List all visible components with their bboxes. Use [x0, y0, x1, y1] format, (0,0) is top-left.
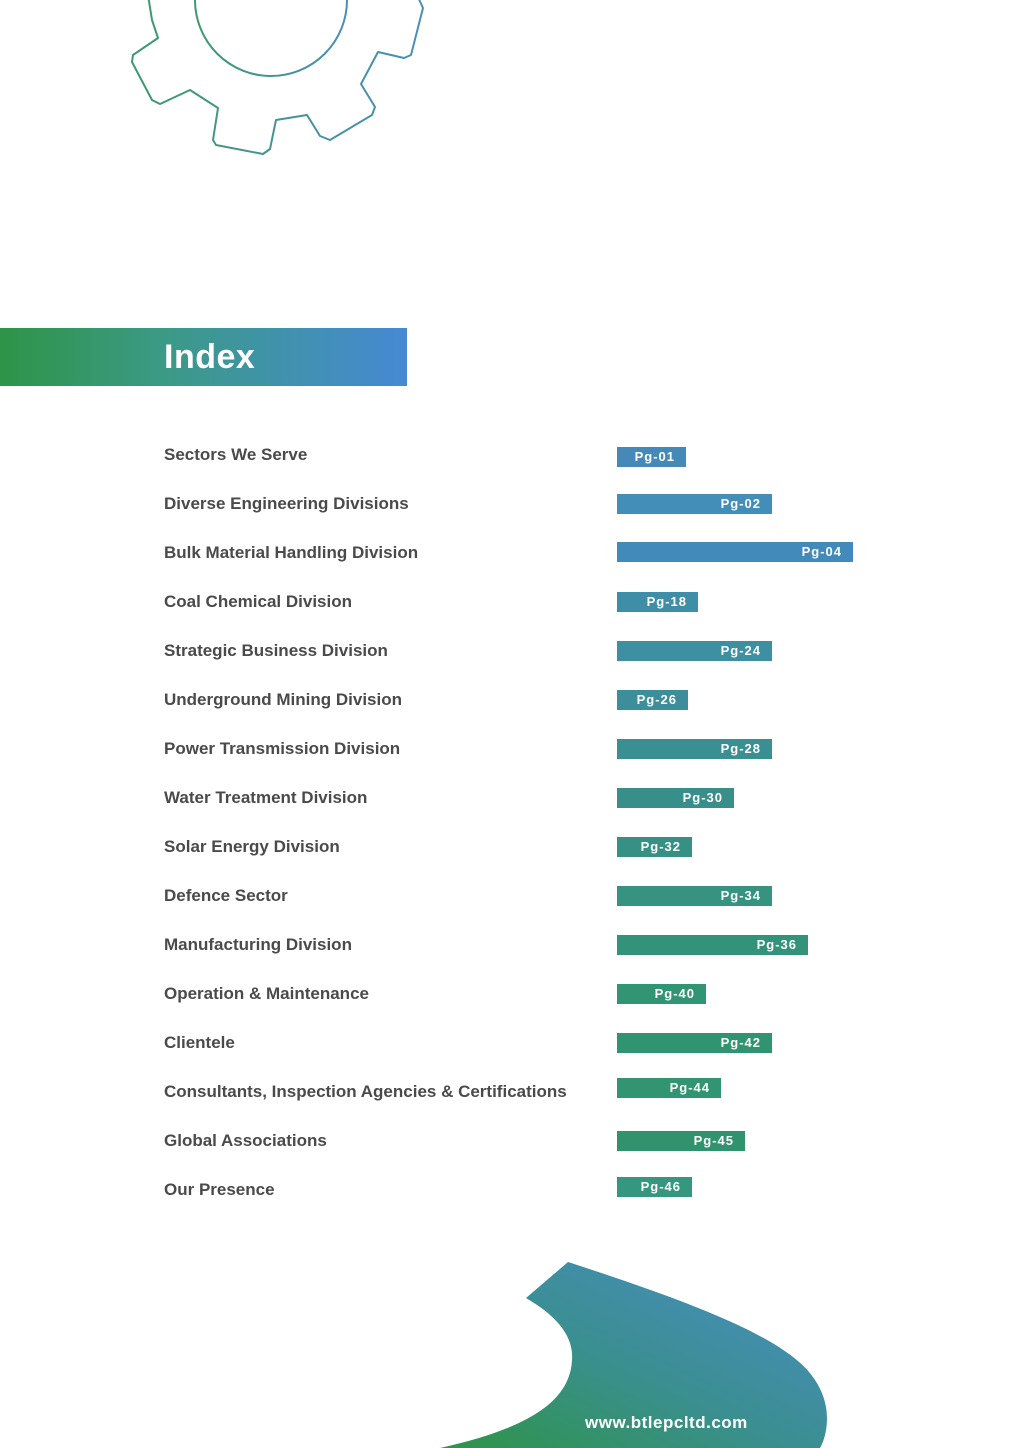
- toc-label: Sectors We Serve: [164, 445, 308, 464]
- toc-label: Bulk Material Handling Division: [164, 543, 419, 562]
- toc-label: Manufacturing Division: [164, 935, 352, 954]
- toc-row[interactable]: [0, 1082, 1024, 1112]
- page-number-badge: Pg-46: [617, 1177, 692, 1197]
- toc-label: Power Transmission Division: [164, 739, 401, 758]
- page-number-badge: Pg-26: [617, 690, 688, 710]
- page-number-badge: Pg-32: [617, 837, 692, 857]
- toc-row[interactable]: [0, 494, 1024, 524]
- index-banner: [0, 328, 407, 386]
- page-title: Index: [164, 338, 256, 376]
- toc-label: Underground Mining Division: [164, 690, 402, 709]
- page-number-badge: Pg-24: [617, 641, 772, 661]
- page-number-badge: Pg-44: [617, 1078, 721, 1098]
- toc-row[interactable]: [0, 1131, 1024, 1161]
- toc-label: Global Associations: [164, 1131, 327, 1150]
- toc-row[interactable]: [0, 886, 1024, 916]
- toc-row[interactable]: [0, 1180, 1024, 1210]
- toc-row[interactable]: [0, 690, 1024, 720]
- website-url[interactable]: www.btlepcltd.com: [585, 1413, 748, 1432]
- page-number-badge: Pg-01: [617, 447, 686, 467]
- page-number-badge: Pg-28: [617, 739, 772, 759]
- toc-label: Defence Sector: [164, 886, 288, 905]
- toc-row[interactable]: [0, 445, 1024, 475]
- page-number-badge: Pg-34: [617, 886, 772, 906]
- toc-row[interactable]: [0, 543, 1024, 573]
- page-number-badge: Pg-45: [617, 1131, 745, 1151]
- page-number-badge: Pg-04: [617, 542, 853, 562]
- page-number-badge: Pg-40: [617, 984, 706, 1004]
- toc-label: Consultants, Inspection Agencies & Certifications: [164, 1082, 567, 1101]
- page-number-badge: Pg-02: [617, 494, 772, 514]
- toc-row[interactable]: [0, 592, 1024, 622]
- toc-row[interactable]: [0, 739, 1024, 769]
- toc-row[interactable]: [0, 641, 1024, 671]
- toc-label: Water Treatment Division: [164, 788, 368, 807]
- toc-row[interactable]: [0, 788, 1024, 818]
- toc-label: Solar Energy Division: [164, 837, 340, 856]
- gear-icon: [120, 0, 430, 160]
- toc-label: Our Presence: [164, 1180, 275, 1199]
- toc-label: Strategic Business Division: [164, 641, 388, 660]
- page-number-badge: Pg-42: [617, 1033, 772, 1053]
- toc-label: Coal Chemical Division: [164, 592, 352, 611]
- toc-row[interactable]: [0, 935, 1024, 965]
- toc-label: Clientele: [164, 1033, 235, 1052]
- page-number-badge: Pg-36: [617, 935, 808, 955]
- page-number-badge: Pg-30: [617, 788, 734, 808]
- toc-row[interactable]: [0, 837, 1024, 867]
- toc-row[interactable]: [0, 984, 1024, 1014]
- page-number-badge: Pg-18: [617, 592, 698, 612]
- toc-label: Diverse Engineering Divisions: [164, 494, 409, 513]
- toc-label: Operation & Maintenance: [164, 984, 369, 1003]
- toc-row[interactable]: [0, 1033, 1024, 1063]
